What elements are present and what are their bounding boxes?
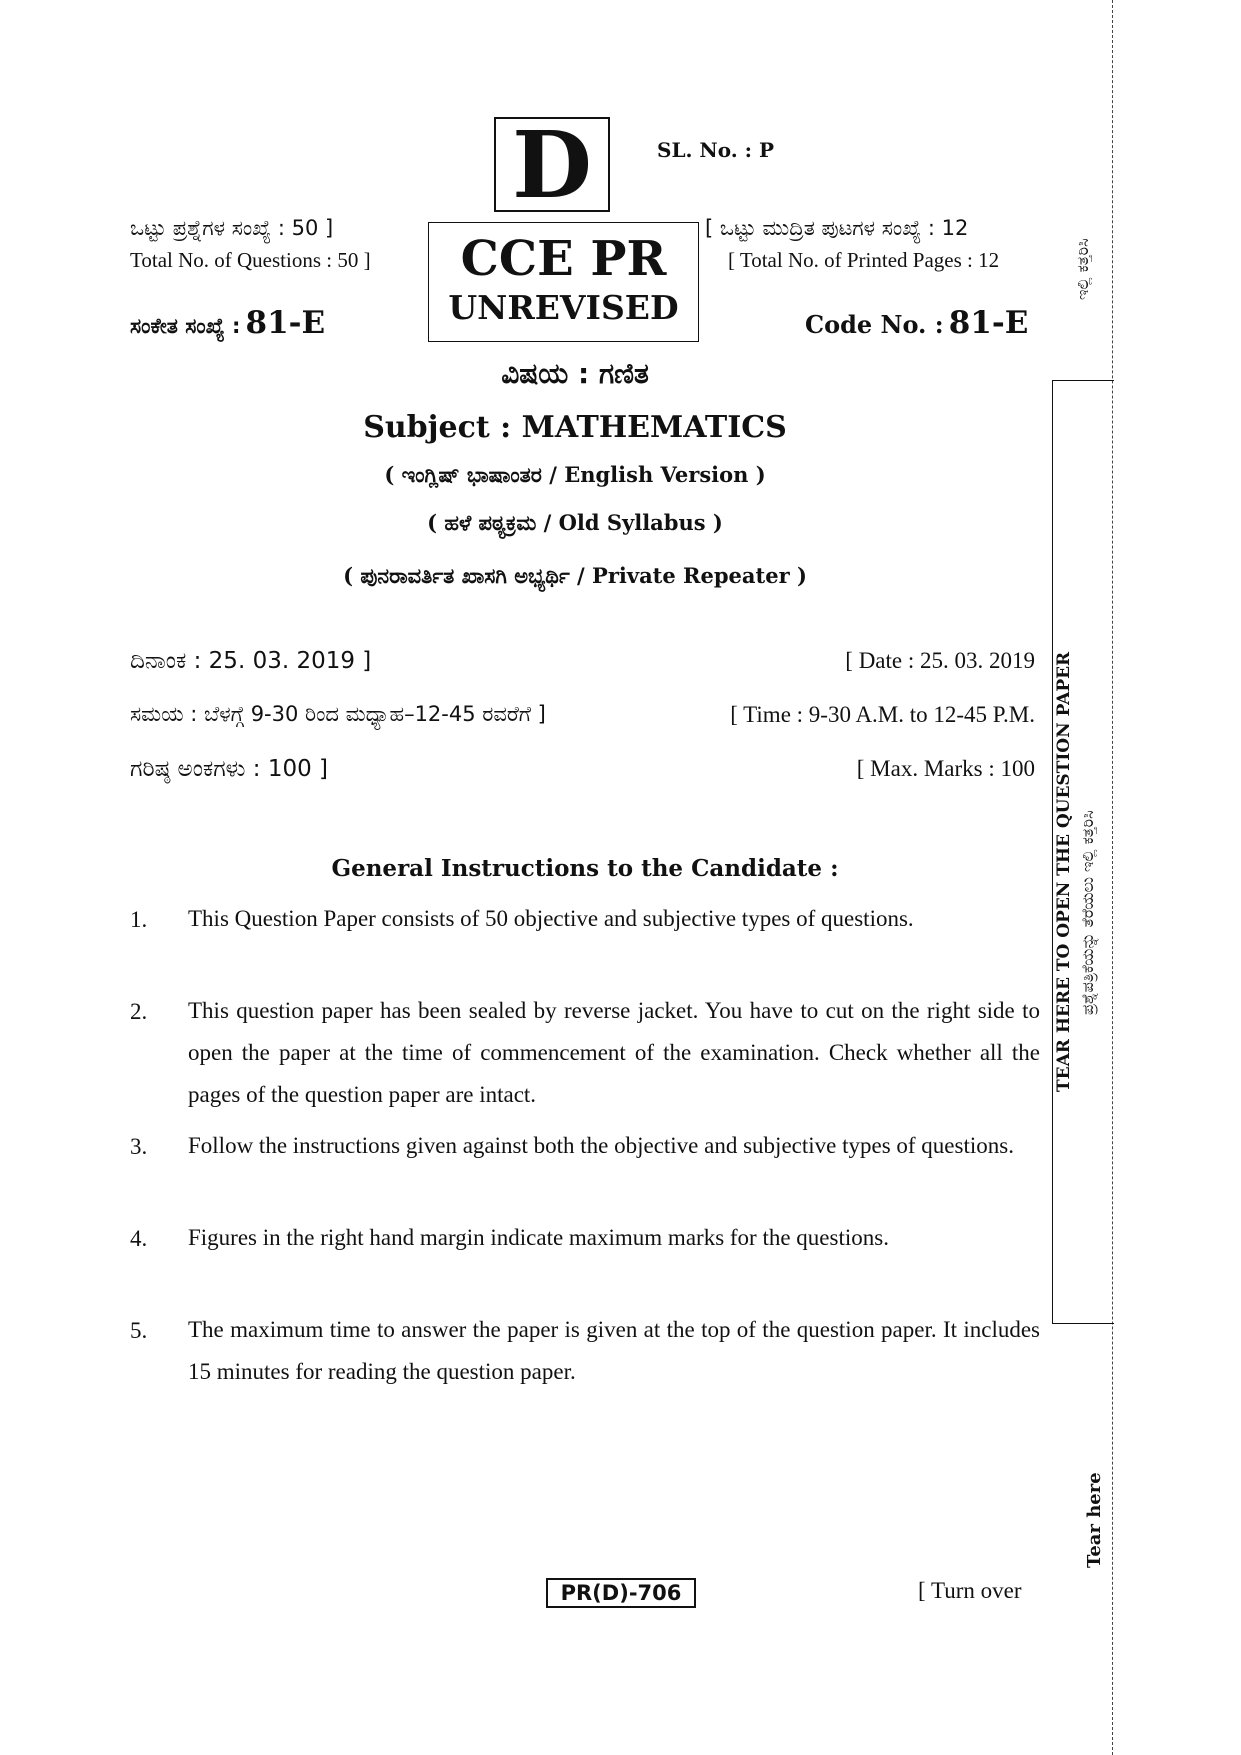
turn-over-label: [ Turn over (918, 1578, 1022, 1603)
instruction-text: This Question Paper consists of 50 objective and subjective types of questions. (188, 906, 914, 931)
code-kannada-value: 81-E (245, 305, 326, 341)
total-questions-english: Total No. of Questions : 50 ] (130, 248, 371, 272)
total-pages-kannada: [ ಒಟ್ಟು ಮುದ್ರಿತ ಪುಟಗಳ ಸಂಖ್ಯೆ : 12 (705, 216, 969, 240)
instruction-number: 5. (130, 1318, 148, 1343)
instruction-text: This question paper has been sealed by reverse jacket. You have to cut on the right side to open the paper at the time of commencement of the examination. Check whether all the pages of the question paper are intact. (188, 998, 1040, 1107)
tear-instruction-english: TEAR HERE TO OPEN THE QUESTION PAPER (1054, 651, 1074, 1092)
tear-instruction-kannada: ಪ್ರಶ್ನೆಪತ್ರಿಕೆಯನ್ನು ತೆರೆಯಲು ಇಲ್ಲಿ ಕತ್ತರಿಸಿ (1078, 810, 1097, 1015)
candidate-line: ( ಪುನರಾವರ್ತಿತ ಖಾಸಗಿ ಅಭ್ಯರ್ಥಿ / Private Repeater ) (343, 563, 807, 588)
tear-top-kannada: ಇಲ್ಲಿ ಕತ್ತರಿಸಿ (1073, 238, 1092, 300)
version-line: ( ಇಂಗ್ಲಿಷ್ ಭಾಷಾಂತರ / English Version ) (384, 462, 766, 487)
max-marks-english: [ Max. Marks : 100 (856, 756, 1035, 781)
instruction-number: 2. (130, 999, 148, 1024)
serial-number: SL. No. : P (657, 138, 775, 162)
code-kannada-label: ಸಂಕೇತ ಸಂಖ್ಯೆ : (130, 314, 241, 338)
instruction-number: 4. (130, 1226, 148, 1251)
exam-title: CCE PR (460, 231, 667, 287)
instruction-text: Figures in the right hand margin indicate maximum marks for the questions. (188, 1225, 889, 1250)
code-number-english (805, 305, 1028, 341)
date-kannada: ದಿನಾಂಕ : 25. 03. 2019 ] (130, 648, 372, 674)
version-letter-box (494, 110, 610, 219)
instruction-number: 3. (130, 1134, 148, 1159)
time-english: [ Time : 9-30 A.M. to 12-45 P.M. (730, 702, 1035, 727)
paper-code: PR(D)-706 (560, 1581, 682, 1605)
paper-code-box (546, 1578, 696, 1608)
code-english-value: 81-E (948, 305, 1029, 341)
max-marks-kannada: ಗರಿಷ್ಠ ಅಂಕಗಳು : 100 ] (130, 756, 329, 782)
total-questions-kannada: ಒಟ್ಟು ಪ್ರಶ್ನೆಗಳ ಸಂಖ್ಯೆ : 50 ] (130, 216, 334, 240)
instruction-number: 1. (130, 907, 148, 932)
tear-here-label: Tear here (1084, 1472, 1105, 1568)
instruction-text: Follow the instructions given against both the objective and subjective types of questions. (188, 1133, 1014, 1158)
subject-english: Subject : MATHEMATICS (363, 410, 787, 445)
time-kannada: ಸಮಯ : ಬೆಳಗ್ಗೆ 9-30 ರಿಂದ ಮಧ್ಯಾಹ–12-45 ರವರೆಗೆ ] (130, 702, 546, 726)
exam-title-box (428, 222, 699, 342)
syllabus-line: ( ಹಳೆ ಪಠ್ಯಕ್ರಮ / Old Syllabus ) (427, 510, 723, 535)
subject-kannada: ವಿಷಯ : ಗಣಿತ (501, 357, 649, 390)
code-english-label: Code No. : (805, 310, 944, 339)
version-letter: D (512, 110, 592, 219)
date-english: [ Date : 25. 03. 2019 (845, 648, 1035, 673)
code-number-kannada (130, 305, 325, 341)
total-pages-english: [ Total No. of Printed Pages : 12 (728, 248, 1000, 272)
instructions-heading: General Instructions to the Candidate : (331, 855, 839, 882)
exam-subtitle: UNREVISED (448, 287, 679, 327)
instruction-text: The maximum time to answer the paper is given at the top of the question paper. It includes 15 minutes for reading the question paper. (188, 1317, 1040, 1384)
